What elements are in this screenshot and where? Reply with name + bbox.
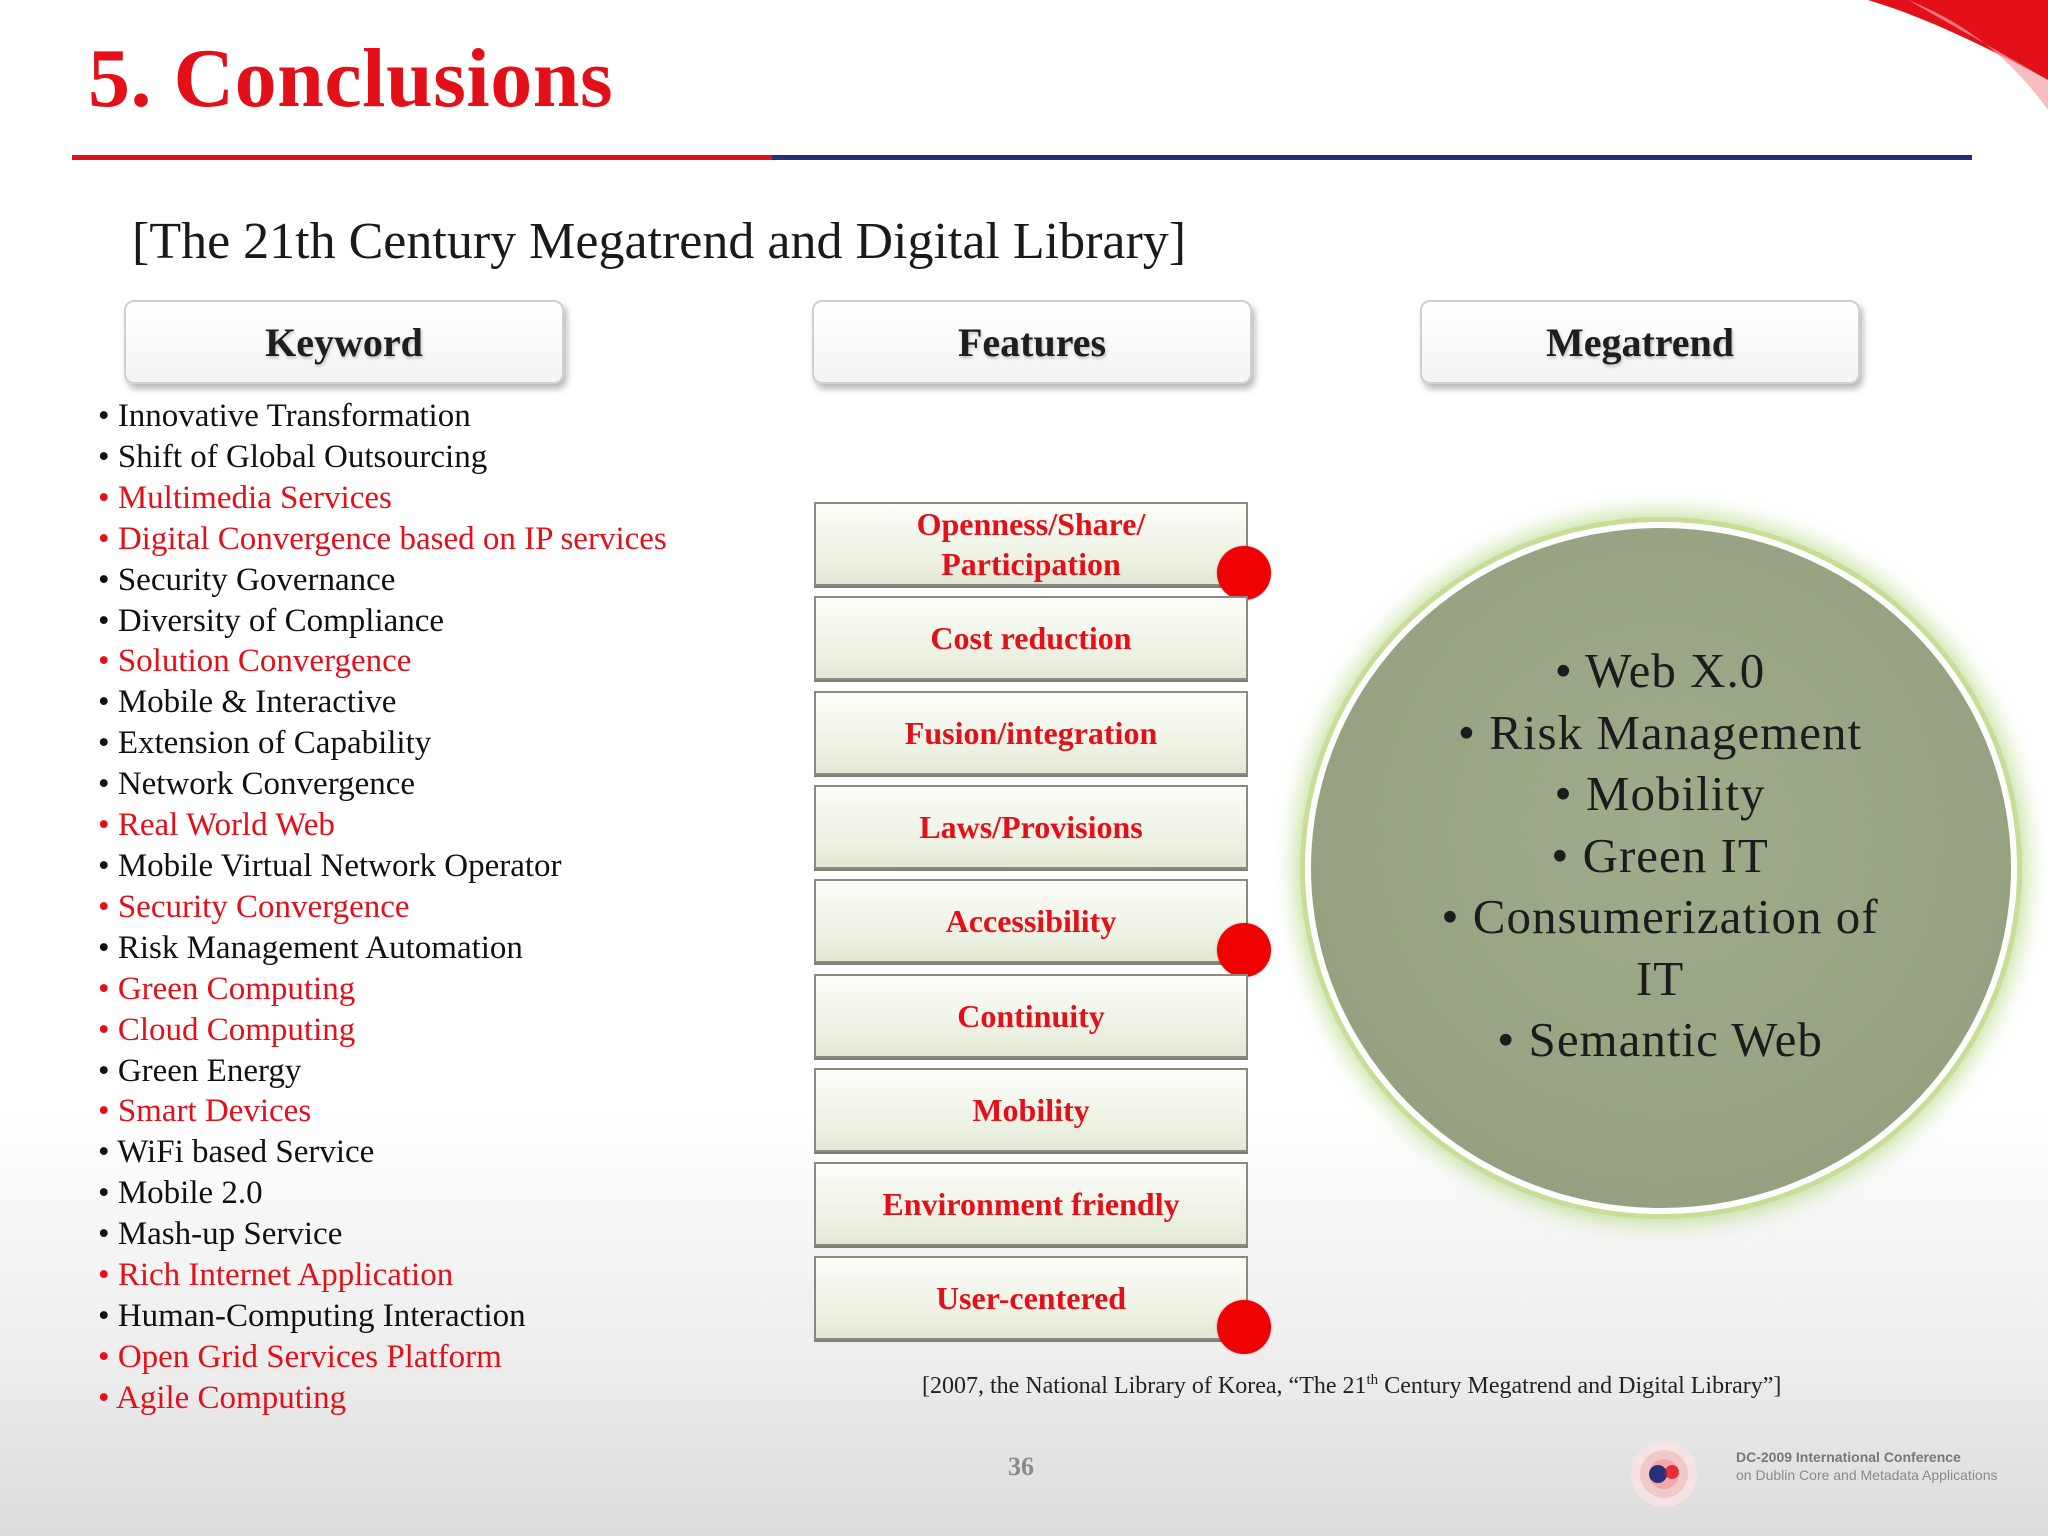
- feature-label: [972, 1090, 1089, 1130]
- megatrend-item: • Mobility: [1554, 766, 1766, 821]
- feature-box: [814, 879, 1248, 963]
- keyword-item: • Security Convergence: [98, 887, 667, 928]
- megatrend-item: IT: [1635, 950, 1685, 1006]
- keyword-item: • WiFi based Service: [98, 1132, 667, 1173]
- keyword-item: • Mash-up Service: [98, 1214, 667, 1255]
- citation-superscript: th: [1366, 1372, 1379, 1388]
- keyword-item: • Risk Management Automation: [98, 928, 667, 969]
- feature-box: [814, 596, 1248, 680]
- feature-label-line: Mobility: [972, 1092, 1090, 1128]
- keyword-item: • Green Computing: [98, 969, 667, 1010]
- feature-marker-dot: [1217, 546, 1271, 600]
- feature-box: [814, 785, 1248, 869]
- conference-label: [1736, 1448, 1998, 1484]
- keyword-item: • Security Governance: [98, 560, 667, 601]
- title-rule-red: [72, 155, 772, 160]
- feature-box: [814, 1162, 1248, 1246]
- feature-label-line: Continuity: [957, 998, 1105, 1034]
- conference-logo-icon: [1628, 1438, 1700, 1510]
- feature-label: [946, 901, 1117, 941]
- keyword-list: [98, 396, 667, 1419]
- title-rule-blue: [772, 155, 1972, 160]
- features-header: Features: [812, 300, 1252, 384]
- feature-label: [930, 618, 1131, 658]
- megatrend-item: • Web X.0: [1554, 643, 1766, 698]
- keyword-item: • Open Grid Services Platform: [98, 1337, 667, 1378]
- feature-label: [957, 996, 1105, 1036]
- feature-label-line: Participation: [941, 546, 1121, 582]
- megatrend-list: [1305, 640, 2015, 1071]
- keyword-item: • Network Convergence: [98, 764, 667, 805]
- feature-label: [936, 1278, 1126, 1318]
- keyword-header: Keyword: [124, 300, 564, 384]
- feature-label-line: Laws/Provisions: [919, 809, 1143, 845]
- feature-label-line: Cost reduction: [930, 620, 1132, 656]
- megatrend-header: Megatrend: [1420, 300, 1860, 384]
- megatrend-item: • Consumerization of: [1441, 889, 1879, 944]
- keyword-item: • Green Energy: [98, 1051, 667, 1092]
- keyword-item: • Extension of Capability: [98, 723, 667, 764]
- page-number: 36: [1008, 1452, 1034, 1481]
- keyword-item: • Cloud Computing: [98, 1010, 667, 1051]
- megatrend-item: • Risk Management: [1457, 704, 1863, 760]
- keyword-item: • Shift of Global Outsourcing: [98, 437, 667, 478]
- keyword-item: • Solution Convergence: [98, 641, 667, 682]
- keyword-item: • Human-Computing Interaction: [98, 1296, 667, 1337]
- keyword-item: • Mobile 2.0: [98, 1173, 667, 1214]
- citation-text-before: [2007, the National Library of Korea, “The 21: [922, 1373, 1367, 1399]
- keyword-item: • Diversity of Compliance: [98, 601, 667, 642]
- feature-box: [814, 974, 1248, 1058]
- keyword-item: • Innovative Transformation: [98, 396, 667, 437]
- megatrend-item: • Green IT: [1551, 827, 1769, 883]
- megatrend-item: • Semantic Web: [1497, 1012, 1823, 1067]
- feature-label: [905, 713, 1157, 753]
- source-citation: [922, 1372, 1781, 1400]
- keyword-item: • Digital Convergence based on IP services: [98, 519, 667, 560]
- feature-box: [814, 1256, 1248, 1340]
- citation-text-after: Century Megatrend and Digital Library”]: [1378, 1373, 1782, 1399]
- conference-line-2: on Dublin Core and Metadata Applications: [1736, 1467, 1998, 1483]
- feature-box: [814, 1068, 1248, 1152]
- keyword-item: • Multimedia Services: [98, 478, 667, 519]
- keyword-item: • Mobile Virtual Network Operator: [98, 846, 667, 887]
- slide-subtitle: [The 21th Century Megatrend and Digital Library]: [132, 213, 1187, 270]
- feature-label-line: Openness/Share/: [916, 506, 1146, 542]
- feature-label: [882, 1184, 1179, 1224]
- keyword-item: • Rich Internet Application: [98, 1255, 667, 1296]
- keyword-item: • Agile Computing: [98, 1378, 667, 1419]
- feature-box: [814, 691, 1248, 775]
- corner-swoosh-decoration: [1758, 0, 2048, 115]
- feature-label-line: Environment friendly: [882, 1186, 1180, 1222]
- feature-marker-dot: [1217, 1300, 1271, 1354]
- feature-label-line: Fusion/integration: [904, 715, 1158, 751]
- feature-label-line: Accessibility: [945, 903, 1117, 939]
- keyword-item: • Smart Devices: [98, 1091, 667, 1132]
- feature-label-line: User-centered: [935, 1280, 1127, 1316]
- feature-box: [814, 502, 1248, 586]
- feature-label: [919, 807, 1142, 847]
- slide-title: 5. Conclusions: [88, 32, 614, 125]
- conference-line-1: DC-2009 International Conference: [1736, 1449, 1961, 1465]
- feature-marker-dot: [1217, 923, 1271, 977]
- keyword-item: • Mobile & Interactive: [98, 682, 667, 723]
- feature-label: [917, 504, 1146, 584]
- keyword-item: • Real World Web: [98, 805, 667, 846]
